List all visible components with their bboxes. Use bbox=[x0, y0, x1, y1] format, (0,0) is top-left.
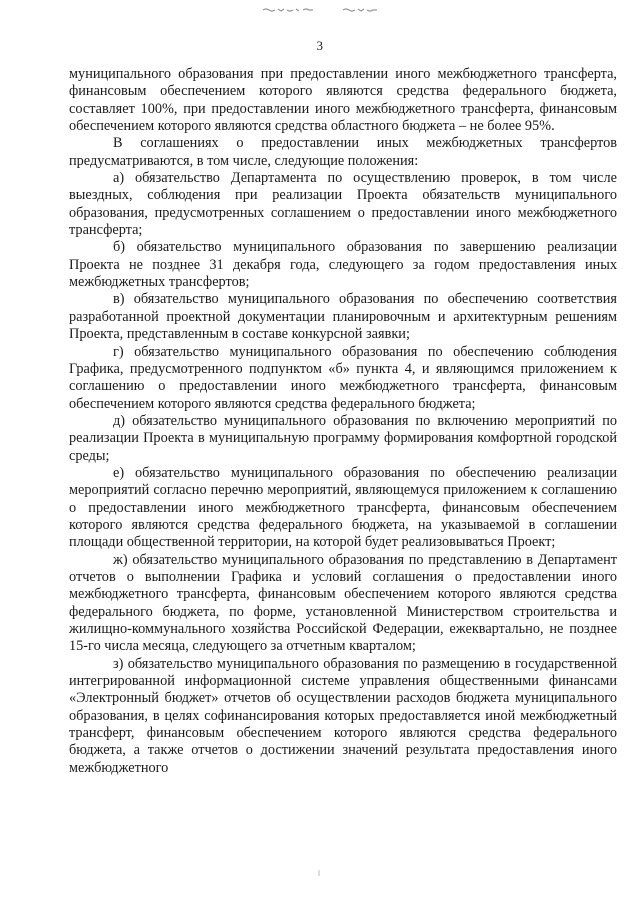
paragraph-agreements-intro: В соглашениях о предоставлении иных межбюджетных трансфертов предусматриваются, в том числе, следующие положения: bbox=[69, 135, 617, 169]
list-item-b: б) обязательство муниципального образования по завершению реализации Проекта не позднее 31 декабря года, следующего за годом предоставления иных межбюджетных трансфертов; bbox=[69, 239, 617, 291]
paragraph-continuation: муниципального образования при предоставлении иного межбюджетного трансферта, финансовым обеспечением которого являются средства федерального бюджета, составляет 100%, при предоставлении иного межбюджетного трансферта, финансовым обеспечением которого являются средства областного бюджета – не более 95%. bbox=[69, 66, 617, 135]
scan-artifact-mark bbox=[342, 7, 378, 13]
list-item-zh: ж) обязательство муниципального образования по представлению в Департамент отчетов о выполнении Графика и условий соглашения о предоставлении иного межбюджетного трансферта, финансовым обеспечением которого являются средства федерального бюджета, по форме, установленной Министерством строительства и жилищно-коммунального хозяйства Российской Федерации, ежеквартально, не позднее 15-го числа месяца, следующего за отчетным кварталом; bbox=[69, 551, 617, 655]
list-item-a: а) обязательство Департамента по осуществлению проверок, в том числе выездных, соблюдения при реализации Проекта обязательств муниципального образования, предусмотренных соглашением о предоставлении иного межбюджетного трансферта; bbox=[69, 170, 617, 239]
list-item-d: д) обязательство муниципального образования по включению мероприятий по реализации Проекта в муниципальную программу формирования комфортной городской среды; bbox=[69, 412, 617, 464]
document-body bbox=[69, 66, 617, 777]
list-item-v: в) обязательство муниципального образования по обеспечению соответствия разработанной проектной документации планировочным и архитектурным решениям Проекта, представленным в составе конкурсной заявки; bbox=[69, 291, 617, 343]
list-item-g: г) обязательство муниципального образования по обеспечению соблюдения Графика, предусмотренного подпунктом «б» пункта 4, и являющимся приложением к соглашению о предоставлении иного межбюджетного трансферта, финансовым обеспечением которого являются средства федерального бюджета; bbox=[69, 343, 617, 412]
scan-artifact-dot bbox=[318, 870, 320, 876]
list-item-e: е) обязательство муниципального образования по обеспечению реализации мероприятий согласно перечню мероприятий, являющемуся приложением к соглашению о предоставлении иного межбюджетного трансферта, финансовым обеспечением которого являются средства федерального бюджета, на указываемой в соглашении площади общественной территории, на которой будет реализовываться Проект; bbox=[69, 464, 617, 551]
page-number: 3 bbox=[316, 38, 324, 53]
scan-artifact-mark bbox=[262, 7, 314, 13]
list-item-z: з) обязательство муниципального образования по размещению в государственной интегрированной информационной системе управления общественными финансами «Электронный бюджет» отчетов об осуществлении расходов бюджета муниципального образования, в целях софинансирования которых предоставляется иной межбюджетный трансферт, финансовым обеспечением которого являются средства федерального бюджета, а также отчетов о достижении значений результата предоставления иного межбюджетного bbox=[69, 655, 617, 776]
